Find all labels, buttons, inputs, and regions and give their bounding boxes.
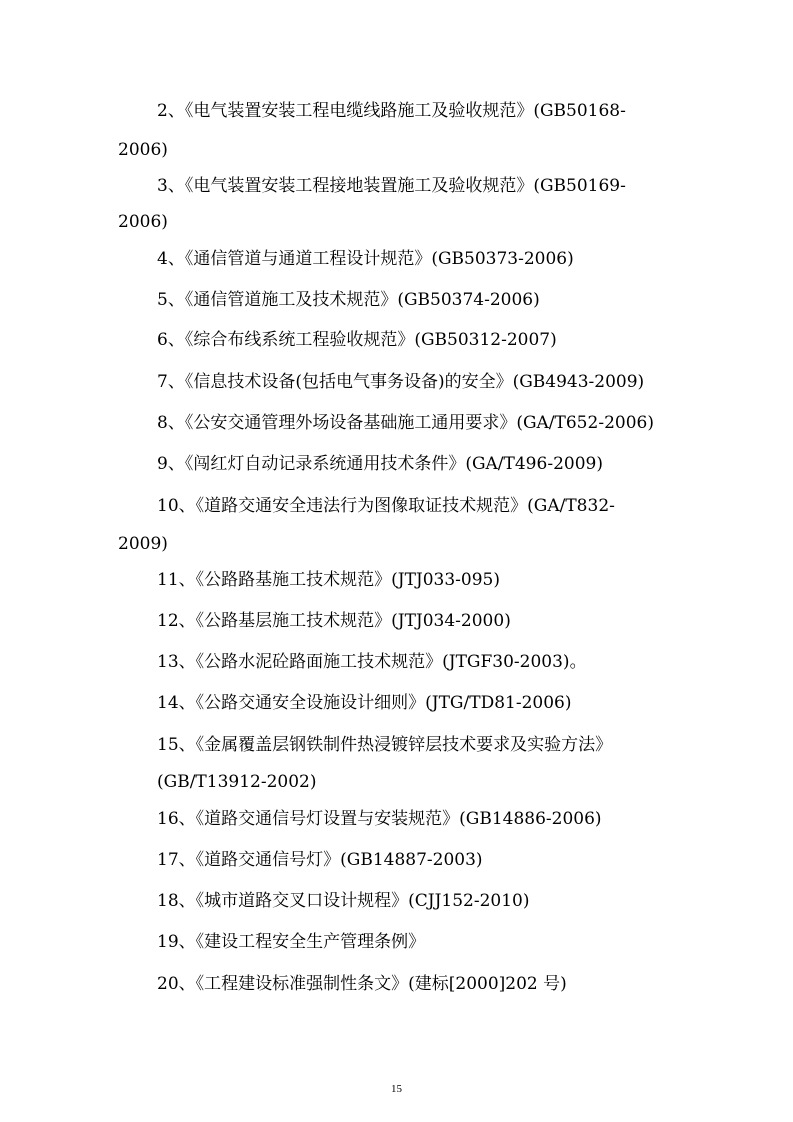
item-4: 4、《通信管道与通道工程设计规范》(GB50373-2006) — [157, 249, 574, 269]
item-12: 12、《公路基层施工技术规范》(JTJ034-2000) — [157, 611, 511, 631]
item-3-line-1: 3、《电气装置安装工程接地装置施工及验收规范》(GB50169- — [157, 176, 626, 196]
item-17: 17、《道路交通信号灯》(GB14887-2003) — [157, 850, 483, 870]
item-11: 11、《公路路基施工技术规范》(JTJ033-095) — [157, 570, 501, 590]
page-number: 15 — [391, 1083, 402, 1095]
item-16: 16、《道路交通信号灯设置与安装规范》(GB14886-2006) — [157, 809, 602, 829]
item-14: 14、《公路交通安全设施设计细则》(JTG/TD81-2006) — [157, 693, 572, 713]
item-19: 19、《建设工程安全生产管理条例》 — [157, 932, 426, 952]
item-8: 8、《公安交通管理外场设备基础施工通用要求》(GA/T652-2006) — [157, 413, 654, 433]
item-7: 7、《信息技术设备(包括电气事务设备)的安全》(GB4943-2009) — [157, 372, 645, 392]
item-5: 5、《通信管道施工及技术规范》(GB50374-2006) — [157, 290, 540, 310]
item-20: 20、《工程建设标准强制性条文》(建标[2000]202 号) — [157, 974, 567, 994]
item-15-line-1: 15、《金属覆盖层钢铁制件热浸镀锌层技术要求及实验方法》 — [157, 735, 613, 755]
item-13: 13、《公路水泥砼路面施工技术规范》(JTGF30-2003)。 — [157, 652, 587, 672]
item-9: 9、《闯红灯自动记录系统通用技术条件》(GA/T496-2009) — [157, 454, 603, 474]
item-2-line-2: 2006) — [118, 140, 168, 160]
item-3-line-2: 2006) — [118, 212, 168, 232]
item-18: 18、《城市道路交叉口设计规程》(CJJ152-2010) — [157, 891, 530, 911]
item-15-line-2: (GB/T13912-2002) — [157, 772, 317, 792]
item-6: 6、《综合布线系统工程验收规范》(GB50312-2007) — [157, 330, 557, 350]
item-10-line-2: 2009) — [118, 534, 168, 554]
item-2-line-1: 2、《电气装置安装工程电缆线路施工及验收规范》(GB50168- — [157, 101, 626, 121]
item-10-line-1: 10、《道路交通安全违法行为图像取证技术规范》(GA/T832- — [157, 496, 615, 516]
